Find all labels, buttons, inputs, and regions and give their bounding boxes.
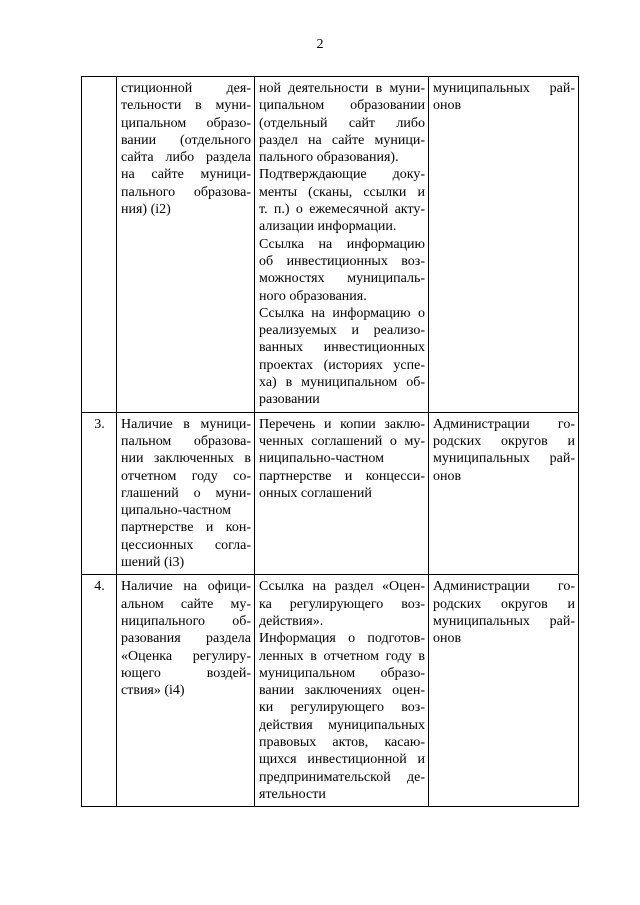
- text-line: муниципальном образо-: [259, 665, 425, 681]
- documents-cell: [255, 412, 429, 575]
- text-line: онов: [433, 98, 462, 114]
- text-line: Перечень и копии заклю-: [259, 416, 425, 432]
- responsible-cell: [429, 77, 579, 413]
- text-line: ципальном образовании: [259, 98, 425, 114]
- text-line: Ссылка на раздел «Оцен-: [259, 579, 425, 595]
- text-line: правовых актов, касаю-: [259, 734, 425, 750]
- text-line: ципальном образо-: [121, 115, 251, 131]
- text-line: родских округов и: [433, 433, 575, 449]
- text-line: глашений о муни-: [121, 485, 251, 501]
- text-line: Информация о подготов-: [259, 631, 425, 647]
- text-line: ниципально-частном: [259, 451, 384, 467]
- documents-cell: [255, 575, 429, 807]
- document-paragraph: [259, 416, 425, 502]
- text-line: ка регулирующего воз-: [259, 596, 425, 612]
- text-line: менты (сканы, ссылки и: [259, 184, 425, 200]
- text-line: вании заключениях оцен-: [259, 683, 425, 699]
- text-line: тельности в муни-: [121, 98, 251, 114]
- indicator-cell: [117, 575, 255, 807]
- text-line: муниципальных рай-: [433, 613, 575, 629]
- text-line: Администрации го-: [433, 579, 575, 595]
- text-line: ной деятельности в муни-: [259, 81, 425, 96]
- text-line: Подтверждающие доку-: [259, 167, 425, 183]
- text-line: пального образования).: [259, 150, 399, 166]
- document-paragraph: [259, 166, 425, 235]
- text-line: щихся инвестиционной и: [259, 752, 425, 768]
- responsible-cell: [429, 412, 579, 575]
- table-row: [82, 412, 579, 575]
- text-line: стиционной дея-: [121, 81, 251, 96]
- indicator-cell: [117, 412, 255, 575]
- documents-cell: [255, 77, 429, 413]
- text-line: т. п.) о ежемесячной акту-: [259, 202, 425, 218]
- text-line: действия».: [259, 613, 324, 629]
- text-line: «Оценка регулиру-: [121, 648, 251, 664]
- text-line: муниципальных рай-: [433, 451, 575, 467]
- text-line: родских округов и: [433, 596, 575, 612]
- text-line: Ссылка на информацию о: [259, 305, 425, 321]
- text-line: на сайте муници-: [121, 167, 251, 183]
- text-line: пальном образова-: [121, 433, 251, 449]
- text-line: ния) (i2): [121, 202, 171, 218]
- text-line: раздел на сайте муници-: [259, 132, 425, 148]
- text-line: онных соглашений: [259, 485, 372, 501]
- text-line: ного образования.: [259, 288, 367, 304]
- document-paragraph: [259, 80, 425, 166]
- text-line: муниципальных рай-: [433, 81, 575, 96]
- text-line: онов: [433, 468, 462, 484]
- text-line: онов: [433, 631, 462, 647]
- responsible-cell: [429, 575, 579, 807]
- text-line: вании (отдельного: [121, 132, 251, 148]
- text-line: Ссылка на информацию: [259, 236, 425, 252]
- text-line: Наличие на офици-: [121, 579, 251, 595]
- text-line: Администрации го-: [433, 416, 575, 432]
- text-line: сайта либо раздела: [121, 150, 251, 166]
- text-line: Наличие в муници-: [121, 416, 251, 432]
- table-row: [82, 575, 579, 807]
- text-line: цессионных согла-: [121, 537, 251, 553]
- text-line: ющего воздей-: [121, 665, 251, 681]
- text-line: ха) в муниципальном об-: [259, 375, 425, 391]
- text-line: пального образова-: [121, 184, 251, 200]
- text-line: предпринимательской де-: [259, 769, 425, 785]
- table-row: [82, 77, 579, 413]
- text-line: ятельности: [259, 786, 326, 802]
- row-number: [82, 77, 117, 413]
- text-line: шений (i3): [121, 555, 185, 571]
- text-line: разовании: [259, 392, 320, 408]
- text-line: ниципального об-: [121, 613, 251, 629]
- text-line: можностях муниципаль-: [259, 271, 425, 287]
- text-line: ки регулирующего воз-: [259, 700, 425, 716]
- document-paragraph: [259, 630, 425, 803]
- text-line: отчетном году со-: [121, 468, 251, 484]
- text-line: альном сайте му-: [121, 596, 251, 612]
- text-line: нии заключенных в: [121, 451, 251, 467]
- document-paragraph: [259, 578, 425, 630]
- text-line: ализации информации.: [259, 219, 397, 235]
- text-line: ствия» (i4): [121, 683, 185, 699]
- text-line: реализуемых и реализо-: [259, 323, 425, 339]
- text-line: действия муниципальных: [259, 717, 425, 733]
- text-line: об инвестиционных воз-: [259, 253, 425, 269]
- text-line: ченных соглашений о му-: [259, 433, 425, 449]
- text-line: ванных инвестиционных: [259, 340, 425, 356]
- row-number: 3.: [82, 412, 117, 575]
- row-number: 4.: [82, 575, 117, 807]
- indicators-table: [81, 76, 579, 807]
- table-body: [82, 77, 579, 807]
- text-line: (отдельный сайт либо: [259, 115, 425, 131]
- text-line: проектах (историях успе-: [259, 357, 425, 373]
- text-line: ципально-частном: [121, 503, 232, 519]
- text-line: партнерстве и концесси-: [259, 468, 425, 484]
- document-paragraph: [259, 305, 425, 409]
- text-line: разования раздела: [121, 631, 251, 647]
- indicator-cell: [117, 77, 255, 413]
- text-line: ленных в отчетном году в: [259, 648, 425, 664]
- text-line: партнерстве и кон-: [121, 520, 251, 536]
- document-paragraph: [259, 236, 425, 305]
- page-number: 2: [316, 37, 324, 52]
